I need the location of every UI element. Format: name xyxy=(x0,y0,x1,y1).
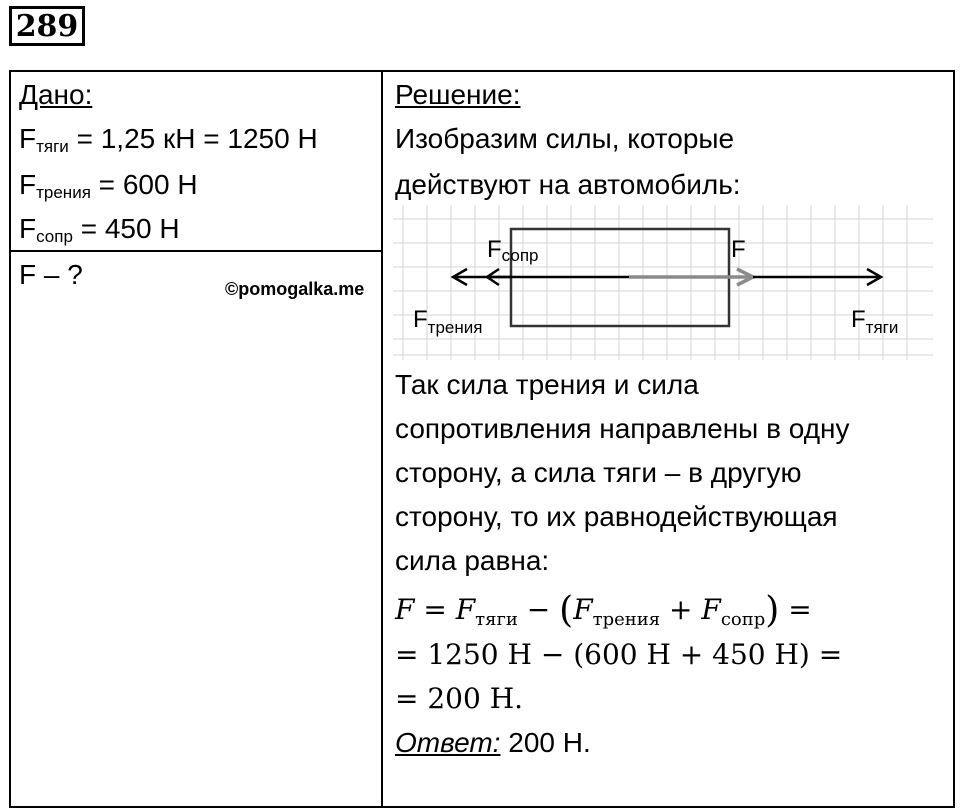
formula-line-2: = 1250 Н − (600 Н + 450 Н) = xyxy=(395,638,843,671)
watermark: ©pomogalka.me xyxy=(225,279,365,299)
formula-line-3: = 200 Н. xyxy=(395,682,524,715)
explain-line-5: сила равна: xyxy=(395,545,550,576)
column-divider xyxy=(381,72,383,806)
problem-number: 289 xyxy=(9,6,85,46)
answer-value: 200 Н. xyxy=(500,727,591,758)
formula-line-1: $F = F_{тяги} - (F_{трения} + F_{сопр})$ = xyxy=(395,590,812,631)
label-f: F xyxy=(731,236,746,263)
solution-heading: Решение: xyxy=(395,79,521,110)
label-fsopr: Fсопр xyxy=(487,236,539,265)
label-ftrenia: $F_{трения}$ xyxy=(413,306,483,337)
friction-arrow xyxy=(453,269,629,285)
intro-line-1: Изобразим силы, которые xyxy=(395,123,735,154)
intro-line-2: действуют на автомобиль: xyxy=(395,169,741,200)
given-line-fsopr: $F_{сопр} = 450$ Н xyxy=(19,213,180,246)
force-diagram xyxy=(393,205,933,360)
given-line-ftrenia: $F_{трения} = 600$ Н xyxy=(19,169,198,202)
answer-label: Ответ: xyxy=(395,727,501,758)
find-line: F – ? xyxy=(19,259,83,290)
given-heading: Дано: xyxy=(19,79,93,110)
traction-arrow xyxy=(753,269,881,285)
explain-line-1: Так сила трения и сила xyxy=(395,369,699,400)
explain-line-3: сторону, а сила тяги – в другую xyxy=(395,457,802,488)
explain-line-4: сторону, то их равнодействующая xyxy=(395,501,838,532)
given-line-ftyagi: $F_{тяги} = 1,25$ кН = 1250 Н xyxy=(19,123,318,156)
label-ftyagi: $F_{тяги}$ xyxy=(851,306,899,337)
given-divider xyxy=(11,250,381,252)
solution-table xyxy=(9,70,955,808)
explain-line-2: сопротивления направлены в одну xyxy=(395,413,850,444)
answer-line xyxy=(395,726,591,760)
